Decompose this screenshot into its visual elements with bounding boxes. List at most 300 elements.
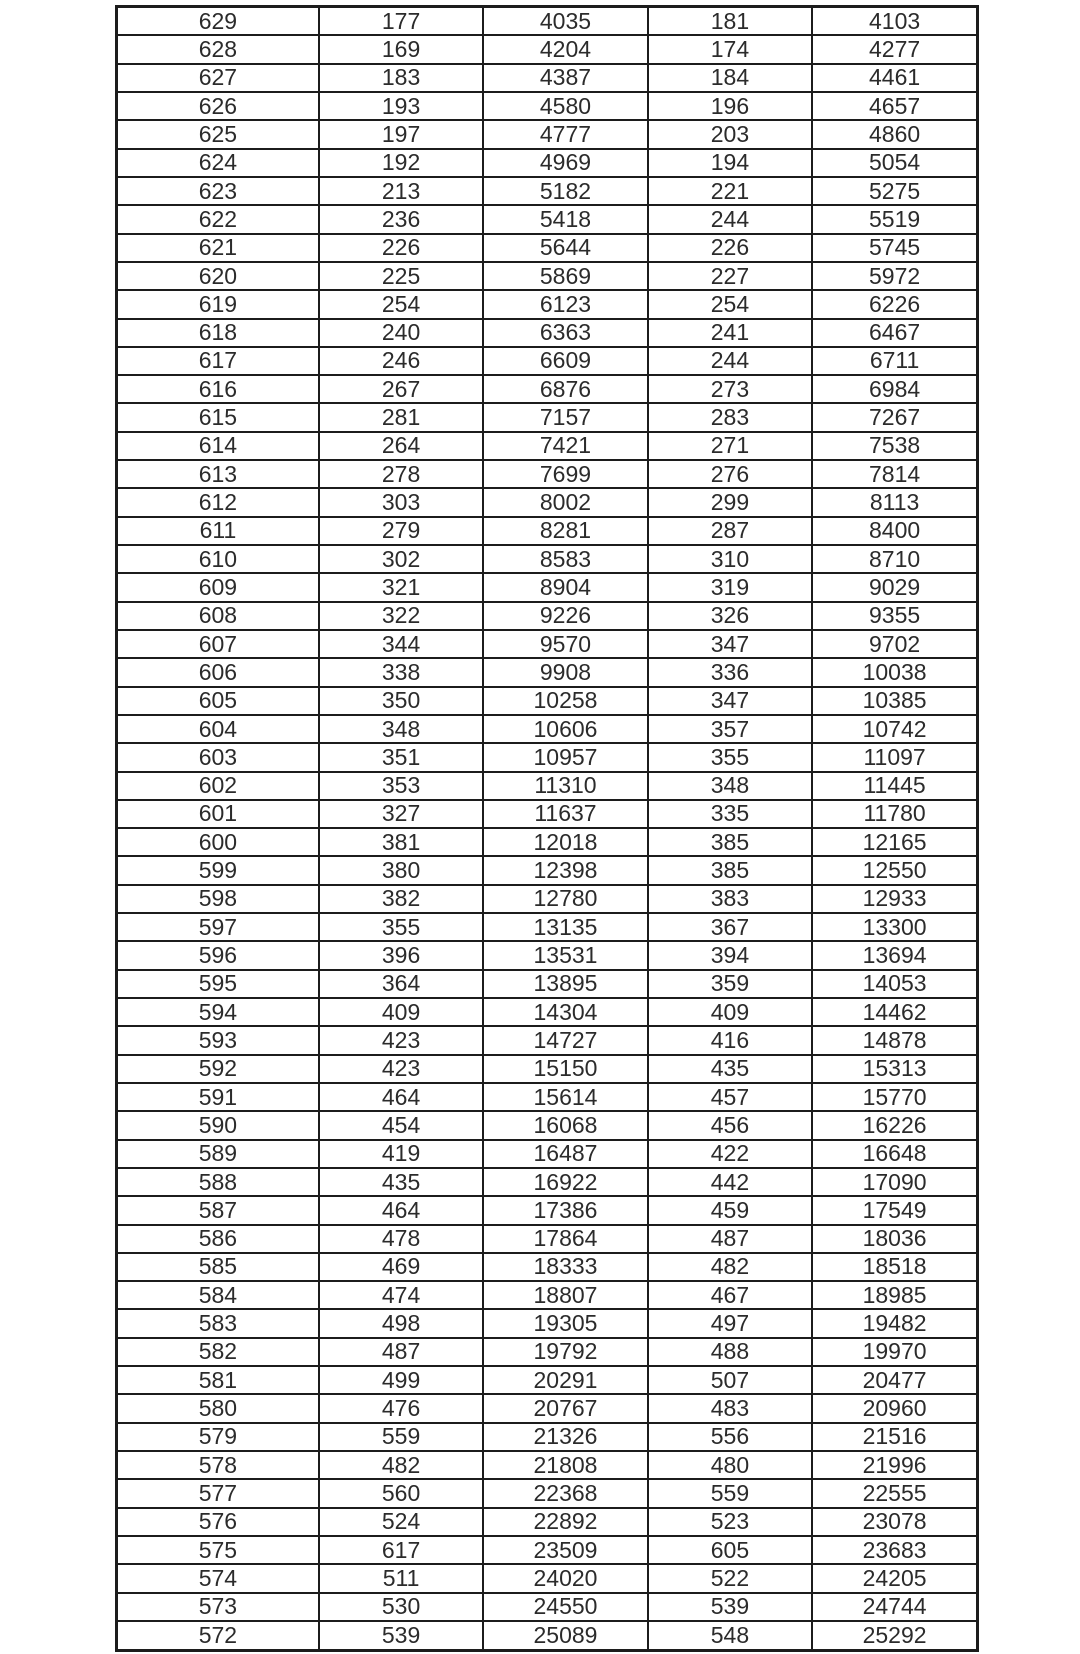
table-cell: 5275: [812, 177, 977, 205]
table-row: [117, 1168, 978, 1196]
table-cell: 454: [319, 1111, 483, 1139]
table-row: [117, 1593, 978, 1621]
table-cell: 367: [648, 913, 812, 941]
table-cell: 606: [117, 658, 319, 686]
table-row: [117, 1111, 978, 1139]
table-cell: 13300: [812, 913, 977, 941]
table-row: [117, 92, 978, 120]
table-cell: 487: [648, 1225, 812, 1253]
table-cell: 18518: [812, 1253, 977, 1281]
table-cell: 302: [319, 545, 483, 573]
table-cell: 15313: [812, 1055, 977, 1083]
table-cell: 16487: [483, 1140, 647, 1168]
table-cell: 12550: [812, 856, 977, 884]
table-cell: 20960: [812, 1394, 977, 1422]
table-cell: 240: [319, 319, 483, 347]
table-row: [117, 1083, 978, 1111]
table-cell: 474: [319, 1281, 483, 1309]
table-cell: 197: [319, 120, 483, 148]
table-cell: 482: [648, 1253, 812, 1281]
table-cell: 409: [648, 998, 812, 1026]
table-cell: 15614: [483, 1083, 647, 1111]
table-row: [117, 772, 978, 800]
table-row: [117, 517, 978, 545]
table-cell: 487: [319, 1338, 483, 1366]
table-cell: 254: [648, 290, 812, 318]
table-cell: 12780: [483, 885, 647, 913]
table-cell: 7814: [812, 460, 977, 488]
table-cell: 310: [648, 545, 812, 573]
table-cell: 6876: [483, 375, 647, 403]
table-cell: 4277: [812, 35, 977, 63]
table-cell: 196: [648, 92, 812, 120]
table-cell: 8113: [812, 488, 977, 516]
table-cell: 21516: [812, 1423, 977, 1451]
table-cell: 299: [648, 488, 812, 516]
table-cell: 612: [117, 488, 319, 516]
table-cell: 523: [648, 1508, 812, 1536]
table-cell: 20291: [483, 1366, 647, 1394]
table-cell: 193: [319, 92, 483, 120]
table-cell: 244: [648, 205, 812, 233]
table-cell: 559: [648, 1479, 812, 1507]
table-row: [117, 1394, 978, 1422]
table-cell: 278: [319, 460, 483, 488]
table-cell: 359: [648, 970, 812, 998]
table-cell: 12398: [483, 856, 647, 884]
table-cell: 394: [648, 941, 812, 969]
table-cell: 25292: [812, 1621, 977, 1651]
table-cell: 419: [319, 1140, 483, 1168]
table-cell: 22368: [483, 1479, 647, 1507]
table-row: [117, 1423, 978, 1451]
table-cell: 347: [648, 687, 812, 715]
table-cell: 380: [319, 856, 483, 884]
table-cell: 10742: [812, 715, 977, 743]
table-cell: 18036: [812, 1225, 977, 1253]
table-cell: 5972: [812, 262, 977, 290]
table-cell: 11097: [812, 743, 977, 771]
table-cell: 524: [319, 1508, 483, 1536]
table-cell: 593: [117, 1026, 319, 1054]
table-row: [117, 375, 978, 403]
table-row: [117, 913, 978, 941]
table-cell: 11445: [812, 772, 977, 800]
table-row: [117, 319, 978, 347]
table-cell: 20477: [812, 1366, 977, 1394]
table-cell: 483: [648, 1394, 812, 1422]
table-cell: 22892: [483, 1508, 647, 1536]
table-cell: 283: [648, 403, 812, 431]
table-cell: 442: [648, 1168, 812, 1196]
table-row: [117, 460, 978, 488]
table-row: [117, 1309, 978, 1337]
table-cell: 499: [319, 1366, 483, 1394]
table-cell: 575: [117, 1536, 319, 1564]
table-cell: 177: [319, 7, 483, 36]
table-cell: 7267: [812, 403, 977, 431]
table-cell: 5745: [812, 234, 977, 262]
table-cell: 24020: [483, 1564, 647, 1592]
table-cell: 6363: [483, 319, 647, 347]
table-cell: 457: [648, 1083, 812, 1111]
table-cell: 580: [117, 1394, 319, 1422]
table-cell: 6711: [812, 347, 977, 375]
table-cell: 348: [648, 772, 812, 800]
table-row: [117, 347, 978, 375]
table-cell: 603: [117, 743, 319, 771]
table-row: [117, 1536, 978, 1564]
table-cell: 539: [648, 1593, 812, 1621]
table-cell: 8710: [812, 545, 977, 573]
table-row: [117, 1225, 978, 1253]
table-row: [117, 687, 978, 715]
table-row: [117, 262, 978, 290]
table-cell: 423: [319, 1055, 483, 1083]
table-cell: 480: [648, 1451, 812, 1479]
table-cell: 19792: [483, 1338, 647, 1366]
table-cell: 241: [648, 319, 812, 347]
table-cell: 336: [648, 658, 812, 686]
table-cell: 21808: [483, 1451, 647, 1479]
table-cell: 4387: [483, 64, 647, 92]
table-cell: 226: [319, 234, 483, 262]
table-row: [117, 234, 978, 262]
table-cell: 355: [648, 743, 812, 771]
table-row: [117, 7, 978, 36]
table-cell: 23683: [812, 1536, 977, 1564]
table-cell: 24550: [483, 1593, 647, 1621]
table-cell: 9570: [483, 630, 647, 658]
table-cell: 8281: [483, 517, 647, 545]
table-row: [117, 1026, 978, 1054]
table-cell: 583: [117, 1309, 319, 1337]
table-cell: 511: [319, 1564, 483, 1592]
table-cell: 13694: [812, 941, 977, 969]
table-cell: 213: [319, 177, 483, 205]
table-cell: 623: [117, 177, 319, 205]
table-cell: 4860: [812, 120, 977, 148]
table-cell: 599: [117, 856, 319, 884]
table-cell: 595: [117, 970, 319, 998]
table-cell: 592: [117, 1055, 319, 1083]
table-cell: 423: [319, 1026, 483, 1054]
table-cell: 10258: [483, 687, 647, 715]
table-cell: 11310: [483, 772, 647, 800]
table-row: [117, 800, 978, 828]
table-body: [117, 7, 978, 1651]
table-cell: 597: [117, 913, 319, 941]
table-cell: 539: [319, 1621, 483, 1651]
table-cell: 15770: [812, 1083, 977, 1111]
table-cell: 6226: [812, 290, 977, 318]
table-cell: 7699: [483, 460, 647, 488]
table-cell: 507: [648, 1366, 812, 1394]
table-cell: 627: [117, 64, 319, 92]
table-cell: 281: [319, 403, 483, 431]
table-cell: 169: [319, 35, 483, 63]
table-cell: 18333: [483, 1253, 647, 1281]
table-row: [117, 970, 978, 998]
table-cell: 344: [319, 630, 483, 658]
table-cell: 273: [648, 375, 812, 403]
table-cell: 435: [319, 1168, 483, 1196]
table-cell: 396: [319, 941, 483, 969]
table-cell: 497: [648, 1309, 812, 1337]
table-cell: 23509: [483, 1536, 647, 1564]
table-cell: 8583: [483, 545, 647, 573]
table-cell: 16068: [483, 1111, 647, 1139]
table-cell: 619: [117, 290, 319, 318]
table-cell: 319: [648, 573, 812, 601]
table-cell: 456: [648, 1111, 812, 1139]
table-cell: 194: [648, 149, 812, 177]
table-cell: 13531: [483, 941, 647, 969]
table-cell: 611: [117, 517, 319, 545]
table-cell: 622: [117, 205, 319, 233]
table-cell: 254: [319, 290, 483, 318]
table-cell: 459: [648, 1196, 812, 1224]
table-cell: 604: [117, 715, 319, 743]
table-row: [117, 1366, 978, 1394]
table-cell: 416: [648, 1026, 812, 1054]
table-cell: 287: [648, 517, 812, 545]
table-cell: 276: [648, 460, 812, 488]
table-cell: 327: [319, 800, 483, 828]
table-row: [117, 205, 978, 233]
table-cell: 576: [117, 1508, 319, 1536]
table-cell: 6467: [812, 319, 977, 347]
table-cell: 17549: [812, 1196, 977, 1224]
table-cell: 625: [117, 120, 319, 148]
table-cell: 221: [648, 177, 812, 205]
table-cell: 596: [117, 941, 319, 969]
table-cell: 522: [648, 1564, 812, 1592]
table-row: [117, 941, 978, 969]
table-cell: 610: [117, 545, 319, 573]
table-cell: 236: [319, 205, 483, 233]
table-cell: 5054: [812, 149, 977, 177]
table-cell: 594: [117, 998, 319, 1026]
table-cell: 192: [319, 149, 483, 177]
table-cell: 10957: [483, 743, 647, 771]
table-cell: 181: [648, 7, 812, 36]
table-row: [117, 1508, 978, 1536]
table-cell: 12018: [483, 828, 647, 856]
table-row: [117, 715, 978, 743]
table-cell: 14053: [812, 970, 977, 998]
table-cell: 25089: [483, 1621, 647, 1651]
table-cell: 14304: [483, 998, 647, 1026]
table-cell: 476: [319, 1394, 483, 1422]
table-cell: 15150: [483, 1055, 647, 1083]
table-cell: 586: [117, 1225, 319, 1253]
table-cell: 464: [319, 1083, 483, 1111]
table-cell: 556: [648, 1423, 812, 1451]
table-cell: 617: [117, 347, 319, 375]
table-cell: 409: [319, 998, 483, 1026]
table-cell: 10385: [812, 687, 977, 715]
table-cell: 588: [117, 1168, 319, 1196]
table-cell: 10038: [812, 658, 977, 686]
table-cell: 616: [117, 375, 319, 403]
table-cell: 348: [319, 715, 483, 743]
table-cell: 17386: [483, 1196, 647, 1224]
table-cell: 8002: [483, 488, 647, 516]
table-cell: 13135: [483, 913, 647, 941]
table-cell: 7421: [483, 432, 647, 460]
table-row: [117, 573, 978, 601]
table-cell: 19970: [812, 1338, 977, 1366]
table-cell: 12933: [812, 885, 977, 913]
table-row: [117, 1564, 978, 1592]
table-cell: 335: [648, 800, 812, 828]
table-cell: 6123: [483, 290, 647, 318]
table-cell: 626: [117, 92, 319, 120]
table-cell: 587: [117, 1196, 319, 1224]
table-cell: 22555: [812, 1479, 977, 1507]
table-cell: 5519: [812, 205, 977, 233]
table-row: [117, 1621, 978, 1651]
table-cell: 11780: [812, 800, 977, 828]
table-cell: 381: [319, 828, 483, 856]
table-cell: 350: [319, 687, 483, 715]
table-row: [117, 630, 978, 658]
table-row: [117, 432, 978, 460]
table-cell: 246: [319, 347, 483, 375]
table-cell: 581: [117, 1366, 319, 1394]
table-cell: 364: [319, 970, 483, 998]
table-cell: 11637: [483, 800, 647, 828]
table-cell: 585: [117, 1253, 319, 1281]
table-cell: 7157: [483, 403, 647, 431]
table-cell: 530: [319, 1593, 483, 1621]
table-cell: 244: [648, 347, 812, 375]
table-cell: 574: [117, 1564, 319, 1592]
table-cell: 326: [648, 602, 812, 630]
table-cell: 338: [319, 658, 483, 686]
table-cell: 629: [117, 7, 319, 36]
table-cell: 4035: [483, 7, 647, 36]
table-cell: 226: [648, 234, 812, 262]
table-cell: 590: [117, 1111, 319, 1139]
table-row: [117, 545, 978, 573]
table-row: [117, 1196, 978, 1224]
table-cell: 351: [319, 743, 483, 771]
table-cell: 467: [648, 1281, 812, 1309]
table-cell: 548: [648, 1621, 812, 1651]
table-row: [117, 120, 978, 148]
table-cell: 6609: [483, 347, 647, 375]
table-cell: 601: [117, 800, 319, 828]
table-cell: 355: [319, 913, 483, 941]
table-cell: 353: [319, 772, 483, 800]
table-cell: 4657: [812, 92, 977, 120]
table-row: [117, 1055, 978, 1083]
table-cell: 14878: [812, 1026, 977, 1054]
table-row: [117, 1479, 978, 1507]
table-cell: 184: [648, 64, 812, 92]
table-cell: 618: [117, 319, 319, 347]
table-row: [117, 488, 978, 516]
table-cell: 607: [117, 630, 319, 658]
table-cell: 614: [117, 432, 319, 460]
table-cell: 8400: [812, 517, 977, 545]
table-cell: 9908: [483, 658, 647, 686]
table-cell: 385: [648, 828, 812, 856]
table-cell: 18985: [812, 1281, 977, 1309]
table-cell: 469: [319, 1253, 483, 1281]
table-row: [117, 149, 978, 177]
table-cell: 5418: [483, 205, 647, 233]
table-cell: 203: [648, 120, 812, 148]
table-cell: 624: [117, 149, 319, 177]
table-cell: 174: [648, 35, 812, 63]
table-cell: 602: [117, 772, 319, 800]
table-cell: 488: [648, 1338, 812, 1366]
table-cell: 264: [319, 432, 483, 460]
table-cell: 5869: [483, 262, 647, 290]
table-cell: 4969: [483, 149, 647, 177]
table-cell: 598: [117, 885, 319, 913]
table-cell: 6984: [812, 375, 977, 403]
table-cell: 267: [319, 375, 483, 403]
table-cell: 24205: [812, 1564, 977, 1592]
table-row: [117, 1451, 978, 1479]
table-cell: 605: [117, 687, 319, 715]
table-cell: 19482: [812, 1309, 977, 1337]
table-cell: 347: [648, 630, 812, 658]
table-row: [117, 856, 978, 884]
table-row: [117, 1253, 978, 1281]
table-cell: 16922: [483, 1168, 647, 1196]
table-cell: 591: [117, 1083, 319, 1111]
table-cell: 582: [117, 1338, 319, 1366]
table-cell: 16226: [812, 1111, 977, 1139]
table-row: [117, 602, 978, 630]
table-cell: 271: [648, 432, 812, 460]
table-cell: 620: [117, 262, 319, 290]
table-cell: 24744: [812, 1593, 977, 1621]
table-cell: 482: [319, 1451, 483, 1479]
table-cell: 322: [319, 602, 483, 630]
table-cell: 9226: [483, 602, 647, 630]
table-cell: 617: [319, 1536, 483, 1564]
table-cell: 600: [117, 828, 319, 856]
table-cell: 357: [648, 715, 812, 743]
table-cell: 227: [648, 262, 812, 290]
table-cell: 385: [648, 856, 812, 884]
table-cell: 435: [648, 1055, 812, 1083]
table-cell: 17864: [483, 1225, 647, 1253]
table-row: [117, 743, 978, 771]
table-row: [117, 1281, 978, 1309]
table-cell: 621: [117, 234, 319, 262]
table-cell: 19305: [483, 1309, 647, 1337]
table-cell: 7538: [812, 432, 977, 460]
table-cell: 5182: [483, 177, 647, 205]
table-row: [117, 64, 978, 92]
table-cell: 16648: [812, 1140, 977, 1168]
table-cell: 560: [319, 1479, 483, 1507]
table-cell: 4777: [483, 120, 647, 148]
table-cell: 14727: [483, 1026, 647, 1054]
table-cell: 613: [117, 460, 319, 488]
table-cell: 9355: [812, 602, 977, 630]
table-row: [117, 1140, 978, 1168]
table-cell: 559: [319, 1423, 483, 1451]
table-cell: 14462: [812, 998, 977, 1026]
